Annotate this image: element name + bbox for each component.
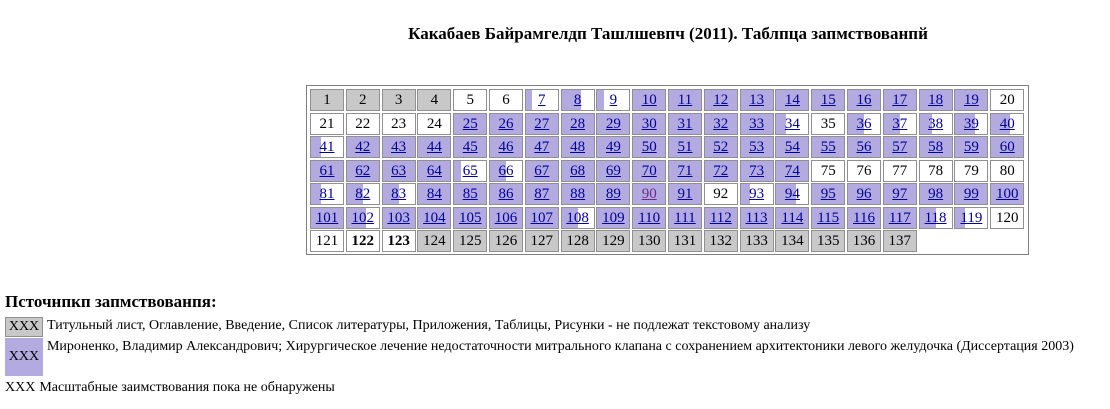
page-number: 24 [426,115,442,132]
page-number: 77 [892,162,908,179]
page-link[interactable]: 87 [534,186,550,202]
page-number: 3 [394,92,403,108]
page-cell[interactable] [668,136,702,158]
page-link[interactable]: 31 [677,115,693,132]
page-cell [990,89,1024,111]
page-number: 5 [466,92,474,108]
page-link[interactable]: 41 [319,139,335,155]
page-number: 20 [999,92,1015,108]
page-link[interactable]: 89 [605,186,621,202]
page-link[interactable]: 72 [713,162,729,179]
page-number: 1 [323,92,331,108]
page-cell [811,230,845,252]
page-cell [883,230,917,252]
page-cell[interactable] [954,89,988,111]
page-link[interactable]: 15 [820,92,836,108]
page-cell[interactable] [668,89,702,111]
page-link[interactable]: 28 [570,115,586,132]
page-cell [811,113,845,135]
page-number: 120 [995,209,1019,226]
page-cell [382,113,416,135]
page-number: 23 [391,115,407,132]
page-cell[interactable] [382,160,416,182]
page-number: 79 [963,162,979,179]
page-cell[interactable] [775,89,809,111]
page-link[interactable]: 111 [674,209,696,226]
legend-text-source: Мироненко, Владимир Александрович; Хирургическое лечение недостаточности митрального клапана с сохранением архитектоники левого желудочка (Диссертация 2003) [46,339,1074,354]
page-cell [847,160,881,182]
page-link[interactable]: 40 [999,115,1015,132]
page-number: 122 [351,233,375,249]
page-link[interactable]: 61 [319,162,335,179]
page-cell[interactable] [632,183,666,205]
page-cell [525,230,559,252]
page-cell [417,113,451,135]
page-number: 21 [319,115,335,132]
page-link[interactable]: 42 [355,139,371,155]
page-link[interactable]: 103 [387,209,410,226]
page-cell [453,230,487,252]
page-cell [596,230,630,252]
page-cell[interactable] [453,136,487,158]
legend-text-excluded: Титульный лист, Оглавление, Введение, Список литературы, Приложения, Таблицы, Рисунки - не подлежат текстовому анализу [47,318,811,333]
page-cell[interactable] [310,160,344,182]
page-link[interactable]: 90 [641,186,657,202]
page-link[interactable]: 112 [709,209,732,226]
page-link[interactable]: 48 [570,139,586,155]
page-link[interactable]: 69 [605,162,621,179]
page-cell [310,230,344,252]
page-cell[interactable] [596,136,630,158]
page-cell[interactable] [883,113,917,135]
page-cell[interactable] [632,113,666,135]
page-number: 76 [856,162,872,179]
page-number: 125 [458,233,482,249]
page-cell[interactable] [954,136,988,158]
page-cell[interactable] [561,113,595,135]
page-cell[interactable] [382,207,416,229]
page-cell[interactable] [990,183,1024,205]
page-link[interactable]: 102 [351,209,375,226]
page-link[interactable]: 96 [856,186,872,202]
page-link[interactable]: 109 [602,209,625,226]
page-number: 129 [602,233,625,249]
page-cell[interactable] [525,136,559,158]
page-number: 35 [820,115,836,132]
page-cell[interactable] [453,183,487,205]
page-cell[interactable] [847,89,881,111]
page-cell[interactable] [668,183,702,205]
page-link[interactable]: 91 [677,186,693,202]
page-cell[interactable] [561,183,595,205]
page-link[interactable]: 32 [713,115,729,132]
page-cell[interactable] [919,136,953,158]
page-number: 92 [713,186,729,202]
page-cell[interactable] [883,89,917,111]
page-link[interactable]: 84 [426,186,442,202]
page-cell[interactable] [919,183,953,205]
page-link[interactable]: 37 [892,115,908,132]
page-title: Какабаев Байрамгелдп Ташлшевпч (2011). Таблпца запмствованпй [408,24,928,43]
page-cell[interactable] [310,207,344,229]
page-cell[interactable] [346,136,380,158]
page-cell[interactable] [883,207,917,229]
page-cell [811,160,845,182]
page-link[interactable]: 34 [784,115,800,132]
page-cell [346,113,380,135]
page-cell[interactable] [489,207,523,229]
page-link[interactable]: 95 [820,186,836,202]
page-cell[interactable] [811,89,845,111]
page-link[interactable]: 118 [924,209,947,226]
page-link[interactable]: 81 [319,186,335,202]
page-cell[interactable] [632,89,666,111]
page-cell[interactable] [310,183,344,205]
page-cell[interactable] [489,160,523,182]
page-cell[interactable] [883,183,917,205]
page-cell [632,230,666,252]
page-number: 137 [888,233,912,249]
page-link[interactable]: 56 [856,139,872,155]
page-cell[interactable] [668,113,702,135]
page-link[interactable]: 98 [928,186,944,202]
page-link[interactable]: 47 [534,139,550,155]
page-link[interactable]: 59 [963,139,979,155]
page-link[interactable]: 53 [749,139,765,155]
borrowings-table [306,85,1029,255]
page-link[interactable]: 83 [391,186,407,202]
page-cell[interactable] [346,160,380,182]
page-cell[interactable] [561,160,595,182]
page-link[interactable]: 14 [784,92,800,108]
page-cell[interactable] [346,207,380,229]
page-cell[interactable] [596,113,630,135]
page-cell[interactable] [919,207,953,229]
page-link[interactable]: 8 [573,92,582,108]
page-number: 124 [423,233,446,249]
page-link[interactable]: 62 [355,162,371,179]
page-cell [990,160,1024,182]
page-cell [453,89,487,111]
page-link[interactable]: 108 [566,209,589,226]
page-link[interactable]: 44 [426,139,442,155]
page-cell[interactable] [775,113,809,135]
page-cell[interactable] [811,207,845,229]
page-number: 80 [999,162,1015,179]
page-link[interactable]: 65 [462,162,478,179]
page-cell[interactable] [453,207,487,229]
legend-row-none [5,379,335,397]
page-cell[interactable] [990,136,1024,158]
page-link[interactable]: 82 [355,186,371,202]
page-link[interactable]: 116 [853,209,875,226]
page-cell[interactable] [525,207,559,229]
page-cell[interactable] [740,136,774,158]
page-link[interactable]: 27 [534,115,550,132]
page-cell[interactable] [775,160,809,182]
page-cell[interactable] [740,113,774,135]
page-cell[interactable] [775,207,809,229]
page-cell [990,207,1024,229]
page-number: 135 [816,233,840,249]
page-cell[interactable] [489,136,523,158]
page-cell[interactable] [740,89,774,111]
page-cell [704,230,738,252]
page-cell[interactable] [919,113,953,135]
page-link[interactable]: 68 [570,162,586,179]
page-cell [561,230,595,252]
page-cell[interactable] [775,136,809,158]
page-link[interactable]: 58 [928,139,944,155]
page-cell[interactable] [489,183,523,205]
page-cell[interactable] [632,207,666,229]
page-link[interactable]: 99 [963,186,979,202]
page-number: 121 [315,233,339,249]
page-cell[interactable] [346,183,380,205]
page-link[interactable]: 64 [426,162,442,179]
page-cell[interactable] [740,183,774,205]
page-cell[interactable] [811,136,845,158]
page-link[interactable]: 63 [391,162,407,179]
page-cell[interactable] [453,113,487,135]
page-cell[interactable] [847,183,881,205]
page-cell [919,160,953,182]
page-cell[interactable] [704,207,738,229]
page-number: 130 [637,233,661,249]
page-cell[interactable] [740,207,774,229]
page-link[interactable]: 11 [677,92,693,108]
page-link[interactable]: 39 [963,115,979,132]
page-link[interactable]: 70 [641,162,657,179]
page-cell[interactable] [704,136,738,158]
page-link[interactable]: 12 [713,92,729,108]
borrowing-fill [597,90,603,110]
page-link[interactable]: 25 [462,115,478,132]
page-link[interactable]: 67 [534,162,550,179]
page-link[interactable]: 66 [498,162,514,179]
page-cell[interactable] [883,136,917,158]
legend-swatch-violet: XXX [5,338,43,376]
page-cell[interactable] [382,183,416,205]
page-cell[interactable] [417,183,451,205]
page-link[interactable]: 113 [745,209,768,226]
page-cell[interactable] [668,160,702,182]
page-link[interactable]: 73 [749,162,765,179]
page-link[interactable]: 114 [781,209,804,226]
page-link[interactable]: 100 [995,186,1019,202]
page-cell [382,89,416,111]
page-link[interactable]: 94 [784,186,800,202]
borrowing-fill [526,90,532,110]
page-link[interactable]: 105 [458,209,482,226]
page-cell[interactable] [954,207,988,229]
page-link[interactable]: 26 [498,115,514,132]
page-cell[interactable] [596,207,630,229]
page-link[interactable]: 19 [963,92,979,108]
page-link[interactable]: 106 [494,209,518,226]
page-number: 123 [387,233,410,249]
page-link[interactable]: 74 [784,162,800,179]
page-link[interactable]: 104 [423,209,446,226]
page-cell[interactable] [704,113,738,135]
page-link[interactable]: 117 [888,209,911,226]
page-link[interactable]: 57 [892,139,908,155]
page-cell [847,230,881,252]
page-cell[interactable] [632,136,666,158]
page-cell[interactable] [847,207,881,229]
page-number: 6 [502,92,510,108]
page-link[interactable]: 13 [749,92,765,108]
page-cell [310,113,344,135]
page-cell [954,160,988,182]
page-cell [489,230,523,252]
page-link[interactable]: 7 [538,92,546,108]
page-cell[interactable] [632,160,666,182]
page-link[interactable]: 71 [677,162,693,179]
page-cell[interactable] [596,160,630,182]
page-link[interactable]: 33 [749,115,765,132]
page-link[interactable]: 54 [784,139,800,155]
page-cell [382,230,416,252]
page-cell [489,89,523,111]
page-cell[interactable] [310,136,344,158]
page-cell [417,89,451,111]
page-link[interactable]: 36 [856,115,872,132]
page-number: 75 [820,162,836,179]
page-cell[interactable] [596,183,630,205]
page-link[interactable]: 115 [817,209,840,226]
page-cell[interactable] [954,183,988,205]
page-link[interactable]: 10 [641,92,657,108]
page-cell[interactable] [704,160,738,182]
page-cell[interactable] [668,207,702,229]
page-number: 2 [359,92,367,108]
page-cell [346,89,380,111]
page-cell[interactable] [453,160,487,182]
page-cell[interactable] [525,183,559,205]
page-cell [740,230,774,252]
page-link[interactable]: 16 [856,92,872,108]
page-number: 22 [355,115,371,132]
page-number: 4 [430,92,439,108]
page-cell [775,230,809,252]
page-link[interactable]: 17 [892,92,908,108]
page-cell[interactable] [561,89,595,111]
page-cell [310,89,344,111]
page-number: 131 [673,233,697,249]
legend-row-source [5,338,1105,376]
page-link[interactable]: 43 [391,139,407,155]
page-number: 133 [745,233,768,249]
page-cell[interactable] [775,183,809,205]
page-link[interactable]: 45 [462,139,478,155]
page-cell[interactable] [525,160,559,182]
page-link[interactable]: 18 [928,92,944,108]
page-link[interactable]: 52 [713,139,729,155]
page-cell[interactable] [417,160,451,182]
page-number: 134 [781,233,804,249]
page-cell[interactable] [525,89,559,111]
page-number: 126 [494,233,518,249]
page-link[interactable]: 86 [498,186,514,202]
legend-row-excluded [5,317,810,337]
page-cell[interactable] [990,113,1024,135]
page-cell[interactable] [596,89,630,111]
page-cell[interactable] [740,160,774,182]
sources-heading: Псточнпкп запмствованпя: [5,292,217,311]
page-link[interactable]: 9 [609,92,618,108]
legend-text-none: Масштабные заимствования пока не обнаружены [39,380,335,395]
page-link[interactable]: 119 [960,209,983,226]
page-cell[interactable] [847,136,881,158]
page-link[interactable]: 38 [928,115,944,132]
page-number: 127 [530,233,554,249]
page-cell[interactable] [382,136,416,158]
page-cell[interactable] [561,207,595,229]
page-cell[interactable] [561,136,595,158]
page-number: 132 [709,233,733,249]
page-link[interactable]: 93 [749,186,765,202]
page-cell[interactable] [704,89,738,111]
page-cell[interactable] [954,113,988,135]
page-link[interactable]: 107 [530,209,554,226]
page-cell[interactable] [847,113,881,135]
legend-swatch-gray: XXX [5,317,43,337]
page-link[interactable]: 50 [641,139,657,155]
page-link[interactable]: 49 [605,139,621,155]
page-link[interactable]: 29 [605,115,621,132]
page-number: 78 [928,162,944,179]
page-cell[interactable] [417,136,451,158]
page-cell[interactable] [417,207,451,229]
page-link[interactable]: 55 [820,139,836,155]
page-cell[interactable] [525,113,559,135]
page-link[interactable]: 85 [462,186,478,202]
page-cell [704,183,738,205]
page-cell [668,230,702,252]
page-link[interactable]: 46 [498,139,514,155]
page-number: 128 [566,233,589,249]
page-cell [346,230,380,252]
page-cell[interactable] [919,89,953,111]
page-link[interactable]: 60 [999,139,1015,155]
page-cell [417,230,451,252]
page-cell[interactable] [811,183,845,205]
page-cell[interactable] [489,113,523,135]
borrowing-fill [454,161,460,181]
page-link[interactable]: 101 [315,209,339,226]
page-number: 136 [852,233,876,249]
page-link[interactable]: 88 [570,186,586,202]
page-link[interactable]: 110 [638,209,661,226]
page-cell [883,160,917,182]
page-link[interactable]: 51 [677,139,693,155]
page-link[interactable]: 97 [892,186,908,202]
page-link[interactable]: 30 [641,115,657,132]
legend-swatch-plain: XXX [5,380,36,395]
